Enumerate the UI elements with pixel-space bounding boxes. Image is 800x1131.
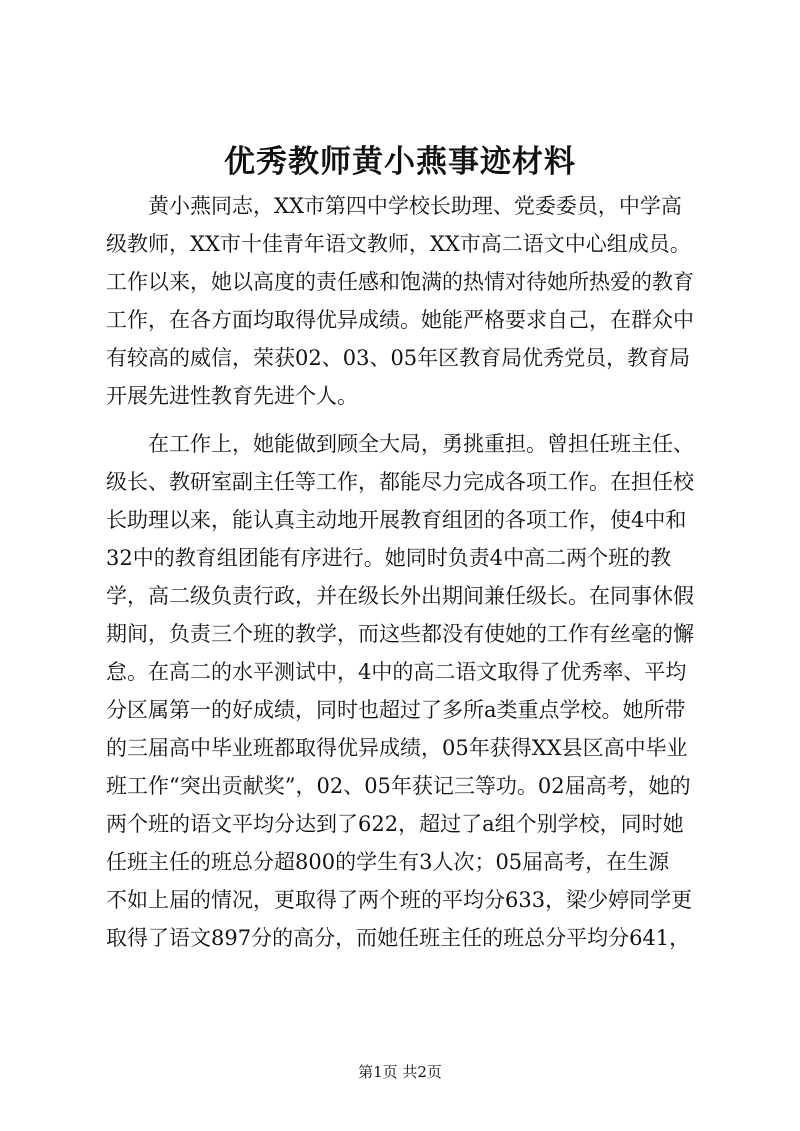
text-line: 工作，在各方面均取得优异成绩。她能严格要求自己，在群众中 [106, 308, 694, 332]
text-line: 级长、教研室副主任等工作，都能尽力完成各项工作。在担任校 [106, 470, 694, 494]
text-line: 工作以来，她以高度的责任感和饱满的热情对待她所热爱的教育 [106, 270, 694, 294]
text-line: 黄小燕同志，XX市第四中学校长助理、党委委员，中学高 [106, 194, 682, 218]
text-line: 学，高二级负责行政，并在级长外出期间兼任级长。在同事休假 [106, 584, 694, 608]
page-number-footer: 第1页 共2页 [358, 1063, 442, 1081]
text-line: 的三届高中毕业班都取得优异成绩，05年获得XX县区高中毕业 [106, 736, 688, 760]
text-line: 两个班的语文平均分达到了622，超过了a组个别学校，同时她 [106, 812, 684, 836]
text-line: 怠。在高二的水平测试中，4中的高二语文取得了优秀率、平均 [106, 660, 687, 684]
text-line: 开展先进性教育先进个人。 [106, 384, 358, 408]
text-line: 班工作“突出贡献奖”，02、05年获记三等功。02届高考，她的 [106, 774, 691, 798]
document-title: 优秀教师黄小燕事迹材料 [224, 144, 576, 180]
text-line: 取得了语文897分的高分，而她任班主任的班总分平均分641， [106, 926, 691, 950]
text-line: 在工作上，她能做到顾全大局，勇挑重担。曾担任班主任、 [106, 432, 694, 456]
text-line: 期间，负责三个班的教学，而这些都没有使她的工作有丝毫的懈 [106, 622, 694, 646]
text-line: 任班主任的班总分超800的学生有3人次；05届高考，在生源 [106, 850, 670, 874]
text-line: 32中的教育组团能有序进行。她同时负责4中高二两个班的教 [106, 546, 672, 570]
text-line: 级教师，XX市十佳青年语文教师，XX市高二语文中心组成员。 [106, 232, 691, 256]
text-line: 不如上届的情况，更取得了两个班的平均分633，梁少婷同学更 [106, 888, 693, 912]
text-line: 分区属第一的好成绩，同时也超过了多所a类重点学校。她所带 [106, 698, 686, 722]
text-line: 长助理以来，能认真主动地开展教育组团的各项工作，使4中和 [106, 508, 687, 532]
text-line: 有较高的威信，荣获02、03、05年区教育局优秀党员，教育局 [106, 346, 691, 370]
